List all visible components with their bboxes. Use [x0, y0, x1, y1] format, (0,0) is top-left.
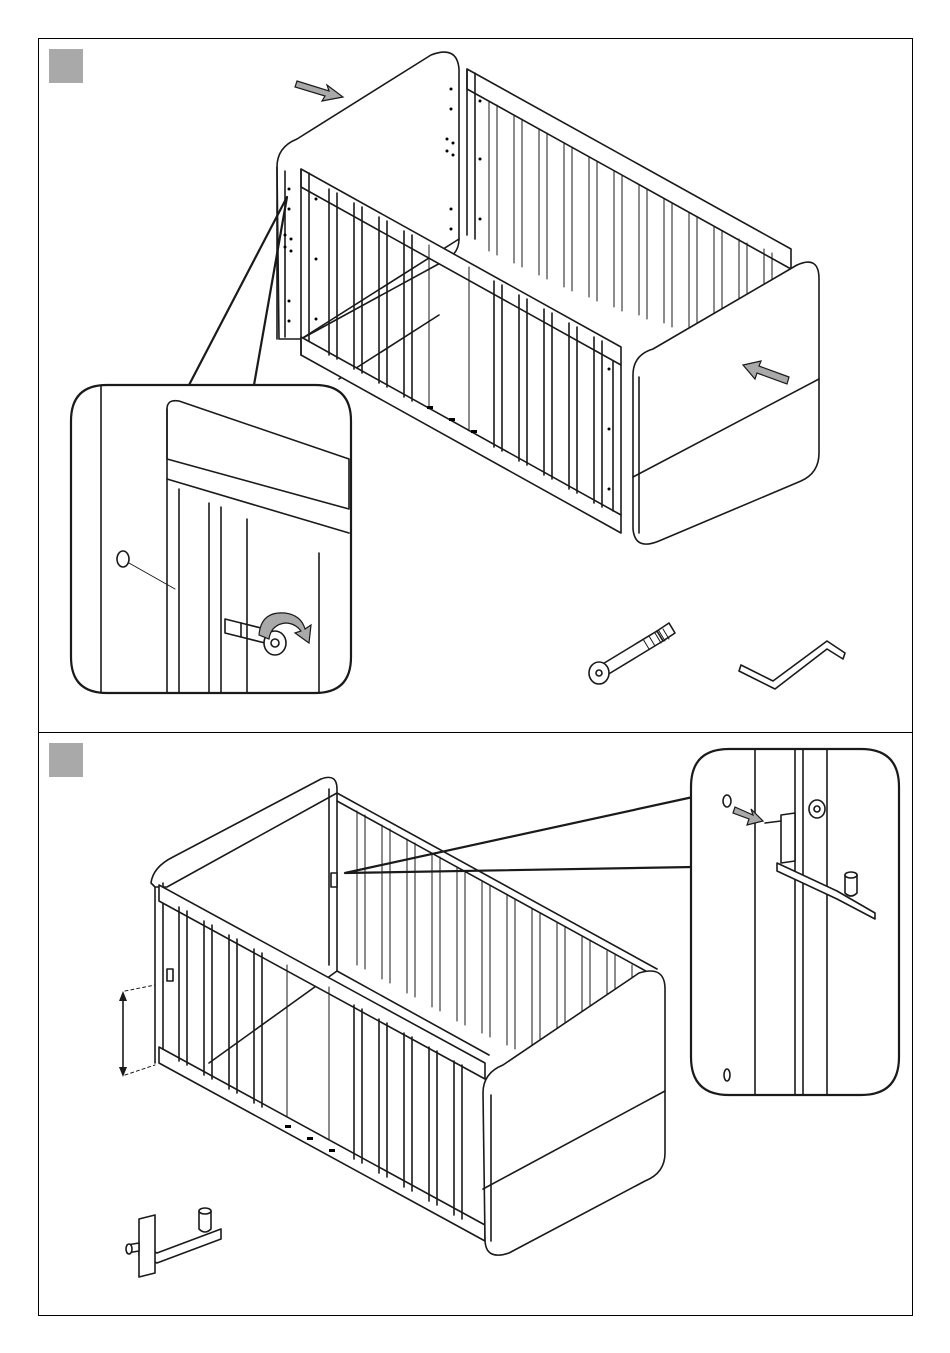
front-end-panel [633, 262, 819, 544]
step-2-illustration [39, 733, 914, 1316]
bracket-icon [126, 1208, 221, 1277]
bolt-icon [589, 623, 675, 684]
step-1-illustration [39, 39, 914, 734]
front-side-rail [159, 885, 485, 1241]
step-1-panel [38, 38, 913, 733]
zoom-callout [691, 749, 899, 1095]
front-end-panel [483, 971, 665, 1255]
allen-key-icon [739, 641, 845, 689]
step-2-panel [38, 733, 913, 1316]
zoom-callout [71, 385, 351, 693]
arrow-icon [295, 81, 343, 101]
double-arrow-icon [119, 985, 155, 1077]
